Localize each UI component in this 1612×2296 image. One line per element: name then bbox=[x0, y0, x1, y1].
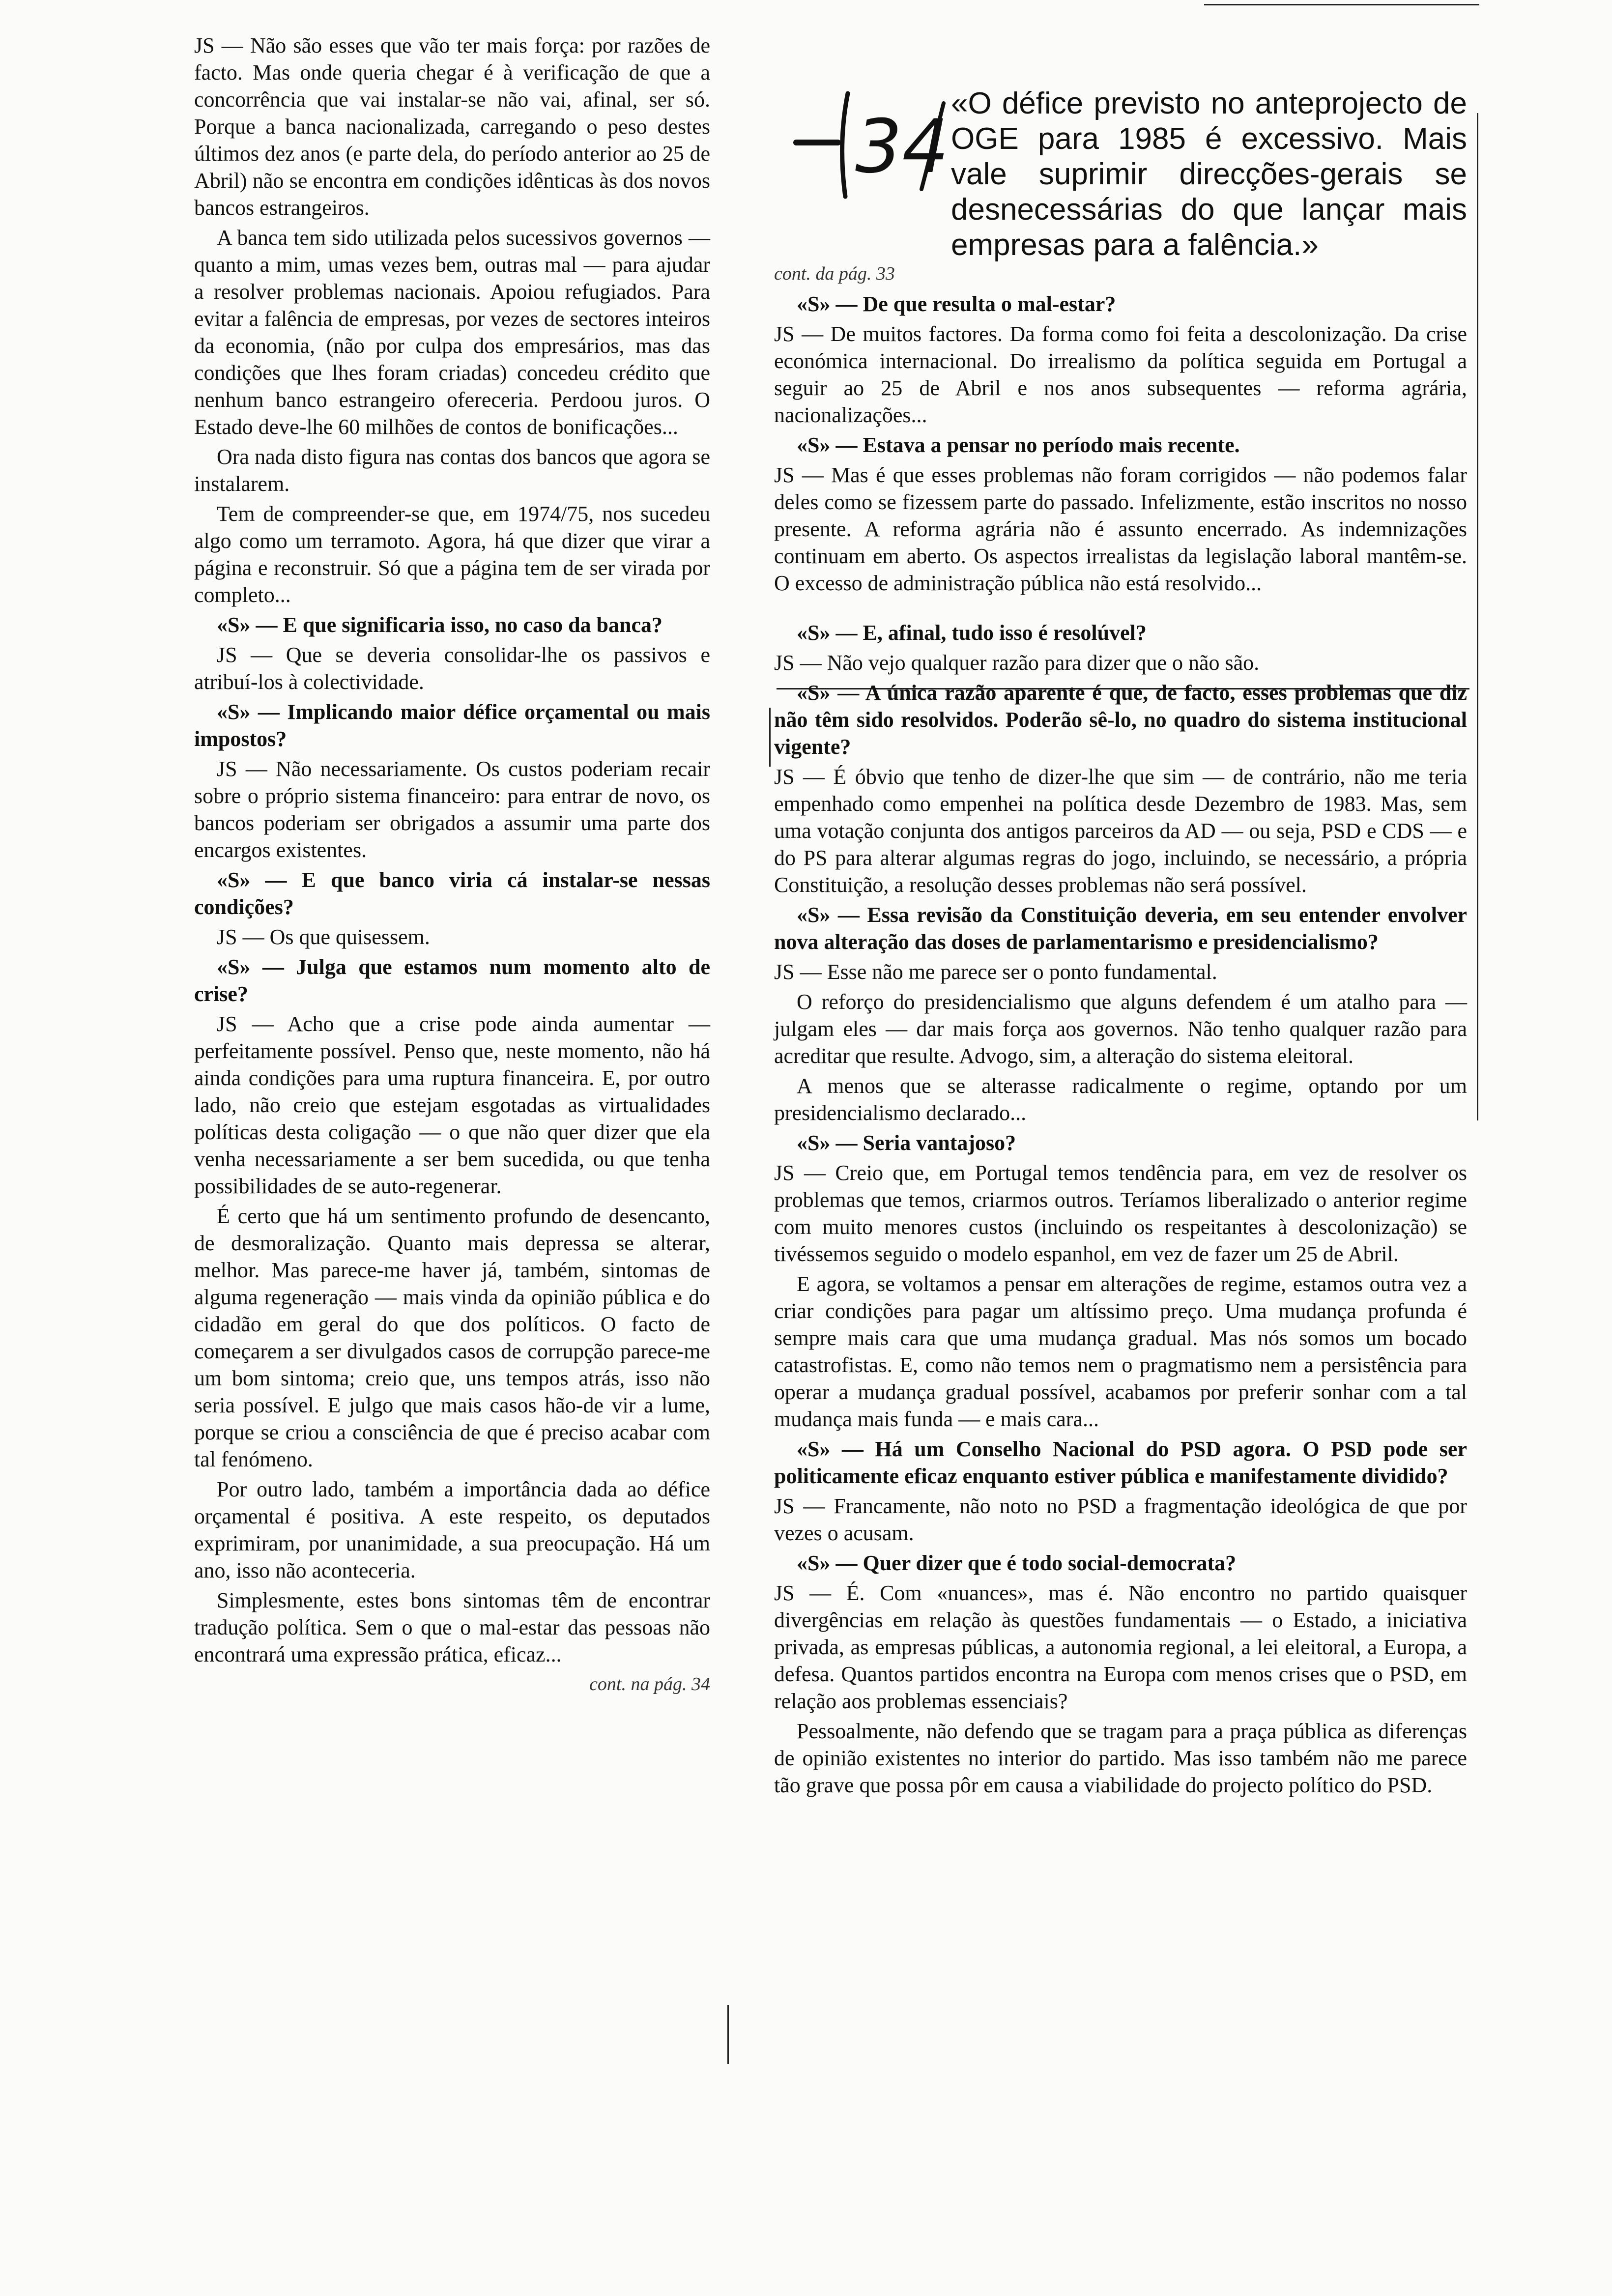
answer-paragraph: JS — Francamente, não noto no PSD a fragmentação ideológica de que por vezes o acusam. bbox=[774, 1494, 1467, 1545]
answer-paragraph: JS — Os que quisessem. bbox=[217, 925, 430, 949]
interview-question: «S» — E, afinal, tudo isso é resolúvel? bbox=[797, 621, 1147, 645]
interview-question: «S» — Implicando maior défice orçamental ou mais impostos? bbox=[194, 700, 710, 751]
answer-paragraph: É certo que há um sentimento profundo de desencanto, de desmoralização. Quanto mais depressa se alterar, melhor. Mas parece-me haver já, também, sintomas de alguma regeneração — mais vinda da opinião pública e do cidadão em geral do que dos políticos. O facto de começarem a ser divulgados casos de corrupção parece-me um bom sintoma; creio que, uns tempos atrás, isso não seria possível. E julgo que mais casos hão-de vir a lume, porque se criou a consciência de que é preciso acabar com tal fenómeno. bbox=[194, 1204, 710, 1471]
interview-question: «S» — Essa revisão da Constituição deveria, em seu entender envolver nova alteração das doses de parlamentarismo e presidencialismo? bbox=[774, 903, 1467, 954]
left-margin-rule-lower bbox=[727, 2005, 729, 2064]
interview-question: «S» — E que banco viria cá instalar-se nessas condições? bbox=[194, 868, 710, 919]
continuation-note: cont. da pág. 33 bbox=[774, 263, 895, 284]
answer-paragraph: Pessoalmente, não defendo que se tragam para a praça pública as diferenças de opinião existentes no interior do partido. Mas isso também não me parece tão grave que possa pôr em causa a viabilidade do projecto político do PSD. bbox=[774, 1719, 1467, 1797]
answer-paragraph: JS — É. Com «nuances», mas é. Não encontro no partido quaisquer divergências em relação às questões fundamentais — o Estado, a iniciativa privada, as empresas públicas, a autonomia regional, a lei eleitoral, a Europa, a defesa. Quantos partidos encontra na Europa com menos crises que o PSD, em relação aos problemas essenciais? bbox=[774, 1581, 1467, 1713]
interview-question: «S» — E que significaria isso, no caso da banca? bbox=[217, 613, 663, 637]
answer-paragraph: JS — Não necessariamente. Os custos poderiam recair sobre o próprio sistema financeiro: para entrar de novo, os bancos poderiam ser obrigados a assumir uma parte dos encargos existentes. bbox=[194, 757, 710, 862]
interview-question: «S» — Seria vantajoso? bbox=[797, 1131, 1016, 1155]
answer-paragraph: Por outro lado, também a importância dada ao défice orçamental é positiva. A este respeito, os deputados exprimiram, por unanimidade, a sua preocupação. Há um ano, isso não aconteceria. bbox=[194, 1477, 710, 1582]
column-divider-rule bbox=[774, 600, 1467, 619]
answer-paragraph: JS — De muitos factores. Da forma como foi feita a descolonização. Da crise económica internacional. Do irrealismo da política seguida em Portugal a seguir ao 25 de Abril e nos anos subsequentes — reforma agrária, nacionalizações... bbox=[774, 322, 1467, 427]
interview-question: «S» — Julga que estamos num momento alto de crise? bbox=[194, 955, 710, 1006]
answer-paragraph: JS — Esse não me parece ser o ponto fundamental. bbox=[774, 960, 1217, 984]
answer-paragraph: E agora, se voltamos a pensar em alterações de regime, estamos outra vez a criar condições para pagar um altíssimo preço. Uma mudança profunda é sempre mais cara que uma mudança gradual. Mas nós somos um bocado catastrofistas. E, como não temos nem o pragmatismo nem a persistência para operar a mudança gradual possível, acabamos por preferir sonhar com a tal mudança mais funda — e mais cara... bbox=[774, 1272, 1467, 1431]
continuation-note: cont. na pág. 34 bbox=[589, 1674, 710, 1694]
interview-question: «S» — Quer dizer que é todo social-democrata? bbox=[797, 1551, 1237, 1575]
answer-paragraph: A menos que se alterasse radicalmente o regime, optando por um presidencialismo declarado... bbox=[774, 1074, 1467, 1125]
handwritten-page-mark bbox=[791, 74, 953, 206]
interview-question: «S» — Há um Conselho Nacional do PSD agora. O PSD pode ser politicamente eficaz enquanto estiver pública e manifestamente dividido? bbox=[774, 1437, 1467, 1488]
answer-paragraph: JS — Que se deveria consolidar-lhe os passivos e atribuí-los à colectividade. bbox=[194, 643, 710, 694]
answer-paragraph: JS — Acho que a crise pode ainda aumentar — perfeitamente possível. Penso que, neste momento, não há ainda condições para uma ruptura financeira. E, por outro lado, não creio que estejam esgotadas as virtualidades políticas desta coligação — o que não quer dizer que ela venha necessariamente a ser bem sucedida, ou que tenha possibilidades de se auto-regenerar. bbox=[194, 1012, 710, 1198]
answer-paragraph: A banca tem sido utilizada pelos sucessivos governos — quanto a mim, umas vezes bem, outras mal — para ajudar a resolver problemas nacionais. Apoiou refugiados. Para evitar a falência de empresas, por vezes de sectores inteiros da economia, (não por culpa dos empresários, mas das condições que lhes foram criadas) concedeu crédito que nenhum banco estrangeiro ofereceria. Perdoou juros. O Estado deve-lhe 60 milhões de contos de bonificações... bbox=[194, 226, 710, 439]
answer-paragraph: JS — Não são esses que vão ter mais força: por razões de facto. Mas onde queria chegar é à verificação de que a concorrência que vai instalar-se não vai, afinal, ser só. Porque a banca nacionalizada, carregando o peso destes últimos dez anos (e parte dela, do período anterior ao 25 de Abril) não se encontra em condições idênticas às dos novos bancos estrangeiros. bbox=[194, 33, 710, 220]
interview-question: «S» — De que resulta o mal-estar? bbox=[797, 292, 1116, 316]
left-column bbox=[194, 32, 710, 1701]
right-border-rule bbox=[1477, 113, 1478, 1120]
interview-question: «S» — Estava a pensar no período mais recente. bbox=[797, 433, 1240, 457]
interview-question: «S» — A única razão aparente é que, de facto, esses problemas que diz não têm sido resolvidos. Poderão sê-lo, no quadro do sistema institucional vigente? bbox=[774, 681, 1467, 759]
right-column bbox=[774, 260, 1467, 1802]
top-right-rule bbox=[1204, 4, 1479, 5]
handwritten-number: 34 bbox=[855, 104, 949, 190]
answer-paragraph: JS — Creio que, em Portugal temos tendência para, em vez de resolver os problemas que temos, criarmos outros. Teríamos liberalizado o anterior regime com muito menores custos (incluindo os respeitantes à descolonização) se tivéssemos seguido o modelo espanhol, em vez de fazer um 25 de Abril. bbox=[774, 1161, 1467, 1266]
answer-paragraph: Ora nada disto figura nas contas dos bancos que agora se instalarem. bbox=[194, 445, 710, 496]
answer-paragraph: Tem de compreender-se que, em 1974/75, nos sucedeu algo como um terramoto. Agora, há que dizer que virar a página e reconstruir. Só que a página tem de ser virada por completo... bbox=[194, 502, 710, 607]
answer-paragraph: JS — Mas é que esses problemas não foram corrigidos — não podemos falar deles como se fizessem parte do passado. Infelizmente, estão inscritos no nosso presente. A reforma agrária não é assunto encerrado. As indemnizações continuam em aberto. Os aspectos irrealistas da legislação laboral mantêm-se. O excesso de administração pública não está resolvido... bbox=[774, 463, 1467, 595]
answer-paragraph: JS — Não vejo qualquer razão para dizer que o não são. bbox=[774, 651, 1260, 675]
answer-paragraph: O reforço do presidencialismo que alguns defendem é um atalho para — julgam eles — dar mais força aos governos. Não tenho qualquer razão para acreditar que resulte. Advogo, sim, a alteração do sistema eleitoral. bbox=[774, 990, 1467, 1068]
pull-quote: «O défice previsto no anteprojecto de OGE para 1985 é excessivo. Mais vale suprimir direcções-gerais se desnecessárias do que lançar mais empresas para a falência.» bbox=[951, 86, 1467, 262]
left-margin-rule bbox=[769, 708, 771, 767]
answer-paragraph: Simplesmente, estes bons sintomas têm de encontrar tradução política. Sem o que o mal-estar das pessoas não encontrará uma expressão prática, eficaz... bbox=[194, 1588, 710, 1666]
answer-paragraph: JS — É óbvio que tenho de dizer-lhe que sim — de contrário, não me teria empenhado como empenhei na política desde Dezembro de 1983. Mas, sem uma votação conjunta dos antigos parceiros da AD — ou seja, PSD e CDS — e do PS para alterar algumas regras do jogo, incluindo, se necessário, a própria Constituição, a resolução desses problemas não será possível. bbox=[774, 765, 1467, 897]
